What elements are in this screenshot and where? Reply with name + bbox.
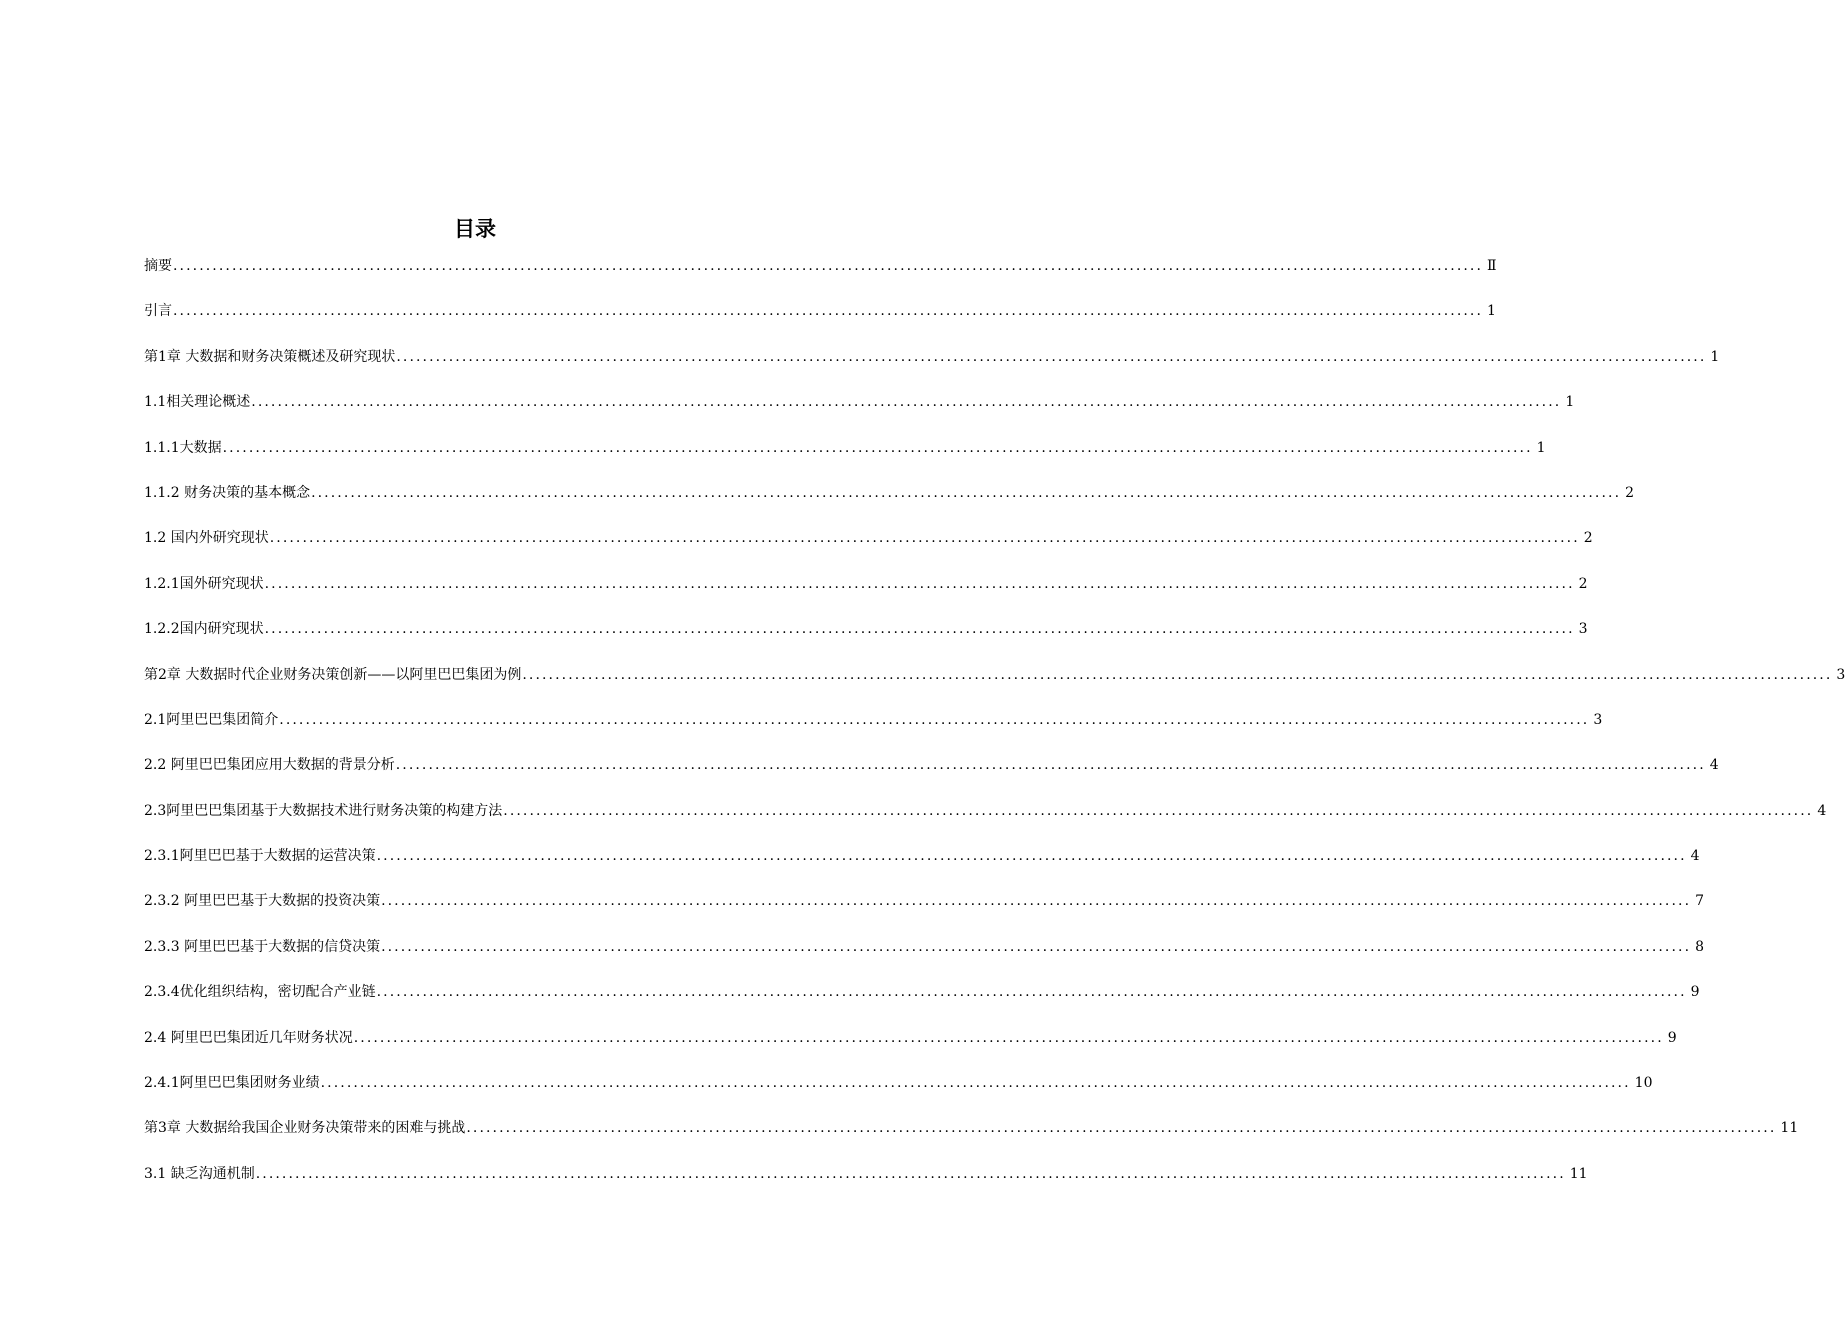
toc-entry[interactable] — [144, 751, 1719, 796]
toc-entry-label: 2.3阿里巴巴集团基于大数据技术进行财务决策的构建方法 — [144, 802, 503, 819]
toc-dot-leader: ........................................................................................................................................................................................................ — [311, 484, 1622, 501]
toc-entry[interactable] — [144, 661, 1845, 706]
toc-entry-page-number: 3 — [1593, 711, 1603, 728]
toc-entry-page-number: 10 — [1634, 1075, 1653, 1092]
toc-entry[interactable] — [144, 1024, 1677, 1069]
toc-entry[interactable] — [144, 297, 1496, 342]
toc-entry-page-number: 2 — [1578, 575, 1588, 592]
toc-entry[interactable] — [144, 343, 1720, 388]
toc-entry-label: 引言 — [144, 303, 172, 320]
toc-entry[interactable] — [144, 479, 1635, 524]
toc-entry-label: 2.3.4优化组织结构，密切配合产业链 — [144, 984, 376, 1001]
toc-entry-page-number: 11 — [1780, 1120, 1799, 1137]
table-of-contents — [144, 252, 1845, 1205]
toc-entry-label: 1.1相关理论概述 — [144, 394, 251, 411]
toc-dot-leader: ........................................................................................................................................................................................................ — [264, 575, 1575, 592]
toc-entry-page-number: 8 — [1695, 938, 1705, 955]
page-title: 目录 — [454, 217, 496, 241]
toc-entry-label: 2.4.1阿里巴巴集团财务业绩 — [144, 1075, 320, 1092]
toc-entry[interactable] — [144, 1069, 1653, 1114]
toc-entry[interactable] — [144, 570, 1588, 615]
toc-entry[interactable] — [144, 1114, 1799, 1159]
toc-entry-label: 2.3.1阿里巴巴基于大数据的运营决策 — [144, 848, 376, 865]
toc-dot-leader: ........................................................................................................................................................................................................ — [381, 938, 1692, 955]
toc-dot-leader: ........................................................................................................................................................................................................ — [255, 1165, 1566, 1182]
toc-dot-leader: ........................................................................................................................................................................................................ — [376, 984, 1687, 1001]
toc-entry[interactable] — [144, 797, 1827, 842]
toc-dot-leader: ........................................................................................................................................................................................................ — [503, 802, 1814, 819]
toc-dot-leader: ........................................................................................................................................................................................................ — [173, 258, 1484, 274]
toc-dot-leader: ........................................................................................................................................................................................................ — [222, 439, 1533, 456]
toc-entry[interactable] — [144, 388, 1575, 433]
toc-entry-page-number: 1 — [1487, 303, 1496, 320]
toc-entry[interactable] — [144, 252, 1497, 297]
toc-entry-label: 1.1.1大数据 — [144, 439, 222, 456]
toc-entry-page-number: 7 — [1695, 893, 1705, 910]
toc-entry-label: 第2章 大数据时代企业财务决策创新——以阿里巴巴集团为例 — [144, 666, 522, 683]
toc-dot-leader: ........................................................................................................................................................................................................ — [522, 666, 1833, 683]
toc-dot-leader: ........................................................................................................................................................................................................ — [173, 303, 1484, 320]
toc-entry-page-number: 2 — [1625, 484, 1635, 501]
toc-entry-label: 第3章 大数据给我国企业财务决策带来的困难与挑战 — [144, 1120, 466, 1137]
toc-entry[interactable] — [144, 706, 1603, 751]
toc-entry[interactable] — [144, 978, 1700, 1023]
toc-entry-page-number: 3 — [1836, 666, 1845, 683]
toc-entry-label: 1.2.2国内研究现状 — [144, 621, 264, 638]
toc-dot-leader: ........................................................................................................................................................................................................ — [381, 893, 1692, 910]
toc-entry[interactable] — [144, 434, 1546, 479]
toc-entry[interactable] — [144, 524, 1593, 569]
toc-dot-leader: ........................................................................................................................................................................................................ — [396, 348, 1707, 365]
toc-entry[interactable] — [144, 887, 1705, 932]
toc-dot-leader: ........................................................................................................................................................................................................ — [279, 711, 1590, 728]
toc-entry-label: 2.3.3 阿里巴巴基于大数据的信贷决策 — [144, 938, 381, 955]
toc-entry-label: 2.4 阿里巴巴集团近几年财务状况 — [144, 1029, 353, 1046]
toc-entry-label: 第1章 大数据和财务决策概述及研究现状 — [144, 348, 396, 365]
toc-dot-leader: ........................................................................................................................................................................................................ — [466, 1120, 1777, 1137]
toc-entry-page-number: 4 — [1709, 757, 1719, 774]
toc-entry-page-number: 4 — [1817, 802, 1827, 819]
toc-entry-label: 2.3.2 阿里巴巴基于大数据的投资决策 — [144, 893, 381, 910]
toc-entry-page-number: 1 — [1536, 439, 1546, 456]
toc-entry[interactable] — [144, 615, 1588, 660]
toc-entry-page-number: 2 — [1583, 530, 1593, 547]
toc-entry-label: 2.1阿里巴巴集团简介 — [144, 711, 279, 728]
toc-entry-label: 1.2.1国外研究现状 — [144, 575, 264, 592]
toc-entry[interactable] — [144, 1160, 1588, 1205]
toc-entry-page-number: 4 — [1690, 848, 1700, 865]
toc-dot-leader: ........................................................................................................................................................................................................ — [320, 1075, 1631, 1092]
toc-dot-leader: ........................................................................................................................................................................................................ — [395, 757, 1706, 774]
toc-entry[interactable] — [144, 842, 1700, 887]
toc-entry-page-number: 1 — [1565, 394, 1575, 411]
toc-dot-leader: ........................................................................................................................................................................................................ — [376, 848, 1687, 865]
toc-entry-page-number: Ⅱ — [1487, 258, 1497, 274]
toc-entry[interactable] — [144, 933, 1705, 978]
toc-entry-label: 2.2 阿里巴巴集团应用大数据的背景分析 — [144, 757, 395, 774]
toc-dot-leader: ........................................................................................................................................................................................................ — [353, 1029, 1664, 1046]
toc-entry-label: 3.1 缺乏沟通机制 — [144, 1165, 255, 1182]
toc-entry-page-number: 9 — [1690, 984, 1700, 1001]
toc-entry-label: 1.2 国内外研究现状 — [144, 530, 269, 547]
toc-entry-page-number: 11 — [1569, 1165, 1588, 1182]
toc-dot-leader: ........................................................................................................................................................................................................ — [269, 530, 1580, 547]
toc-entry-label: 1.1.2 财务决策的基本概念 — [144, 484, 311, 501]
toc-dot-leader: ........................................................................................................................................................................................................ — [264, 621, 1575, 638]
toc-entry-page-number: 9 — [1667, 1029, 1677, 1046]
toc-entry-page-number: 3 — [1578, 621, 1588, 638]
toc-entry-page-number: 1 — [1710, 348, 1720, 365]
toc-dot-leader: ........................................................................................................................................................................................................ — [251, 394, 1562, 411]
toc-entry-label: 摘要 — [144, 258, 172, 274]
